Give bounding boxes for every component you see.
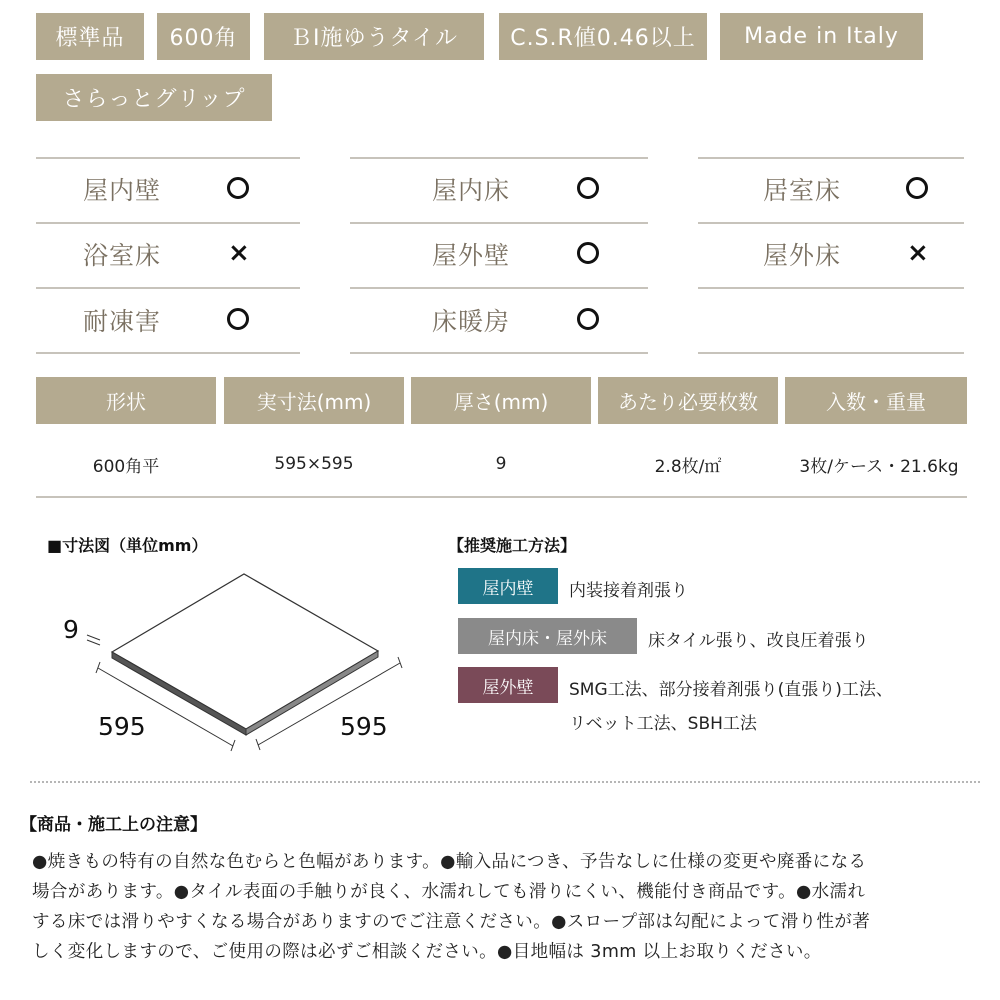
thickness-tick [87,635,100,640]
thickness-label: 9 [63,615,79,644]
depth-label: 595 [340,712,388,741]
divider [698,287,964,289]
usage-label: 床暖房 [432,307,511,336]
tag-grip: さらっとグリップ [36,74,272,121]
tag-origin: Made in Italy [720,13,923,60]
divider [350,222,648,224]
spec-header: あたり必要枚数 [598,377,778,424]
spec-cell: 595×595 [274,454,354,474]
method-text: 内装接着剤張り [569,581,688,601]
usage-label: 屋外床 [763,241,842,270]
circle-mark-icon [577,177,599,199]
dimension-title: ■寸法図（単位mm） [47,536,208,555]
usage-label: 耐凍害 [83,307,162,336]
circle-mark-icon [227,308,249,330]
method-text: SMG工法、部分接着剤張り(直張り)工法、 [569,680,893,700]
circle-mark-icon [577,308,599,330]
note-line: 場合があります。●タイル表面の手触りが良く、水濡れしても滑りにくい、機能付き商品です。●水濡れ [32,882,866,902]
method-title: 【推奨施工方法】 [448,536,577,555]
thickness-tick [87,640,100,645]
usage-label: 屋内床 [432,176,511,205]
divider [698,157,964,159]
spec-header: 入数・重量 [785,377,967,424]
divider [350,287,648,289]
spec-header: 形状 [36,377,216,424]
divider [36,287,300,289]
method-badge-indoor-wall: 屋内壁 [458,568,558,604]
usage-label: 居室床 [763,176,842,205]
divider [698,222,964,224]
usage-label: 屋外壁 [432,241,511,270]
divider [36,352,300,354]
method-badge-floor: 屋内床・屋外床 [458,618,637,654]
method-text: 床タイル張り、改良圧着張り [648,631,869,651]
divider [36,157,300,159]
tag-size: 600角 [157,13,250,60]
spec-header: 厚さ(mm) [411,377,591,424]
method-text: リベット工法、SBH工法 [569,714,757,734]
tag-standard: 標準品 [36,13,144,60]
width-label: 595 [98,712,146,741]
note-line: ●焼きもの特有の自然な色むらと色幅があります。●輸入品につき、予告なしに仕様の変更や廃番になる [32,852,867,872]
circle-mark-icon [227,177,249,199]
spec-cell: 2.8枚/㎡ [654,456,722,477]
notes-title: 【商品・施工上の注意】 [20,815,207,835]
note-line: しく変化しますので、ご使用の際は必ずご相談ください。●目地幅は 3mm 以上お取りください。 [32,942,822,962]
spec-cell: 9 [495,454,507,474]
divider [698,352,964,354]
dimension-tick [398,657,402,668]
usage-label: 浴室床 [83,241,162,270]
circle-mark-icon [577,242,599,264]
divider [350,157,648,159]
method-badge-outdoor-wall: 屋外壁 [458,667,558,703]
note-line: する床では滑りやすくなる場合がありますのでご注意ください。●スロープ部は勾配によって滑り性が著 [32,912,871,932]
cross-mark-icon: × [907,238,929,268]
divider [350,352,648,354]
tag-csr: C.S.R値0.46以上 [499,13,707,60]
dimension-tick [96,662,100,673]
cross-mark-icon: × [228,238,250,268]
divider [36,222,300,224]
spec-cell: 600角平 [92,456,160,477]
usage-label: 屋内壁 [83,176,162,205]
dotted-divider [30,781,980,783]
spec-cell: 3枚/ケース・21.6kg [799,456,959,477]
spec-header: 実寸法(mm) [224,377,404,424]
tag-glaze: ＢⅠ施ゆうタイル [264,13,484,60]
tile-top-face [112,574,378,729]
divider [36,496,967,498]
circle-mark-icon [906,177,928,199]
